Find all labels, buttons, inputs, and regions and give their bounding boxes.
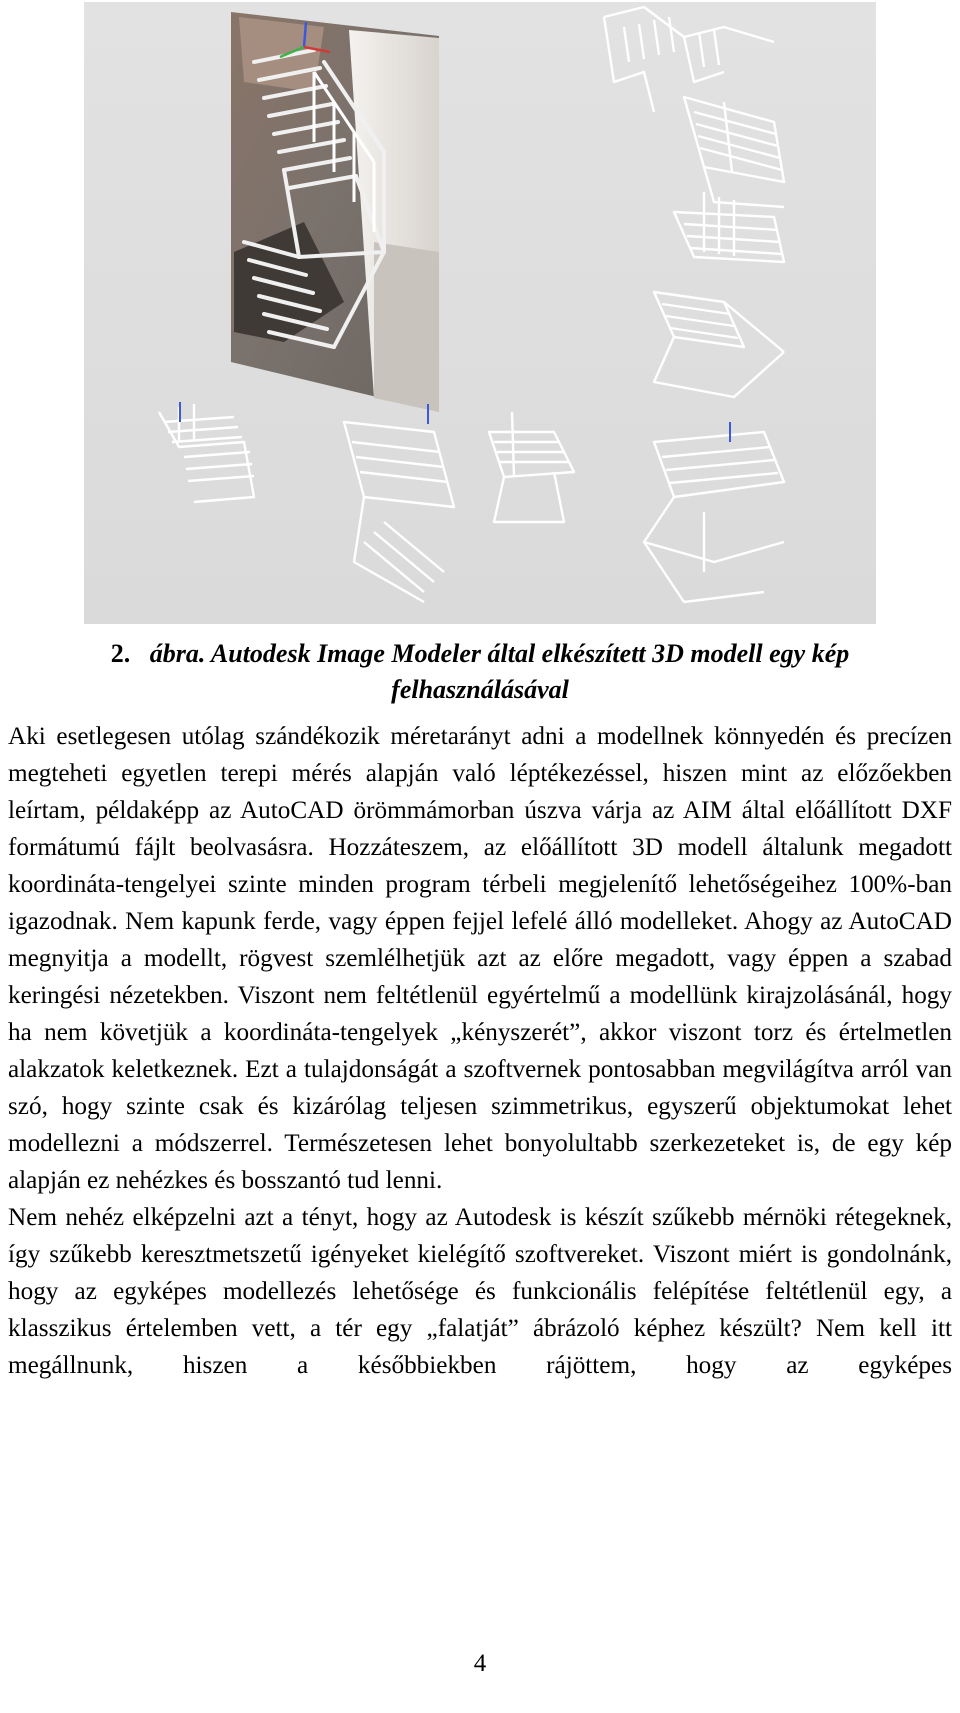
body-text <box>8 718 952 1384</box>
staircase-model-figure <box>84 2 876 624</box>
figure-caption-number: 2. <box>110 639 131 668</box>
figure-caption <box>40 636 920 708</box>
body-paragraph-1: Aki esetlegesen utólag szándékozik méretarányt adni a modellnek könnyedén és precízen megteheti egyetlen terepi mérés alapján való léptékezéssel, hiszen mint az előzőekben leírtam, példaképp az AutoCAD örömmámorban úszva várja az AIM által előállított DXF formátumú fájlt beolvasásra. Hozzáteszem, az előállított 3D modell általunk megadott koordináta-tengelyei szinte minden program térbeli megjelenítő lehetőségeihez 100%-ban igazodnak. Nem kapunk ferde, vagy éppen fejjel lefelé álló modelleket. Ahogy az AutoCAD megnyitja a modellt, rögvest szemlélhetjük azt az előre megadott, vagy éppen a szabad keringési nézetekben. Viszont nem feltétlenül egyértelmű a modellünk kirajzolásánál, hogy ha nem követjük a koordináta-tengelyek „kényszerét”, akkor viszont torz és értelmetlen alakzatok keletkeznek. Ezt a tulajdonságát a szoftvernek pontosabban megvilágítva arról van szó, hogy szinte csak és kizárólag teljesen szimmetrikus, egyszerű objektumokat lehet modellezni a módszerrel. Természetesen lehet bonyolultabb szerkezeteket is, de egy kép alapján ez nehézkes és bosszantó tud lenni. <box>8 723 952 1194</box>
staircase-figure-image <box>84 2 876 624</box>
figure-caption-text: ábra. Autodesk Image Modeler által elkészített 3D modell egy kép felhasználásával <box>149 639 850 704</box>
page-number: 4 <box>473 1650 487 1677</box>
body-paragraph-2: Nem nehéz elképzelni azt a tényt, hogy az Autodesk is készít szűkebb mérnöki rétegeknek, így szűkebb keresztmetszetű igényeket kielégítő szoftvereket. Viszont miért is gondolnánk, hogy az egyképes modellezés lehetősége és funkcionális felépítése feltétlenül egy, a klasszikus értelemben vett, a tér egy „falatját” ábrázoló képhez készült? Nem kell itt megállnunk, hiszen a későbbiekben rájöttem, hogy az egyképes <box>8 1204 952 1379</box>
central-staircase-photo <box>231 12 439 412</box>
